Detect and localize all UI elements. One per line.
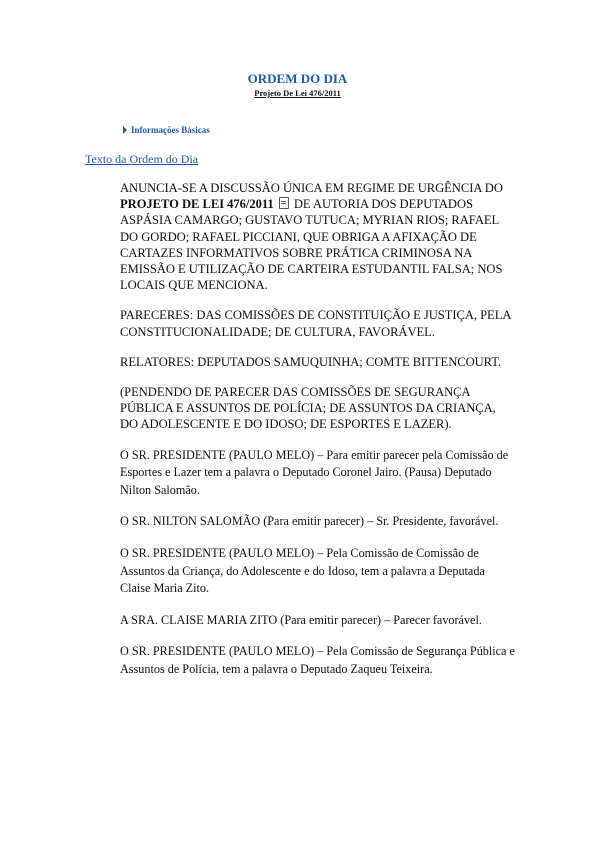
paragraph-speech-3: O SR. PRESIDENTE (PAULO MELO) – Pela Comissão de Comissão de Assuntos da Criança, do Adolescente e do Idoso, tem a palavra a Deputada Claise Maria Zito. <box>120 546 485 596</box>
document-body <box>120 180 515 693</box>
page-title <box>0 71 595 87</box>
announcement-text-b: DE AUTORIA DOS DEPUTADOS ASPÁSIA CAMARGO; GUSTAVO TUTUCA; MYRIAN RIOS; RAFAEL DO GORDO; RAFAEL PICCIANI, QUE OBRIGA A AFIXAÇÃO DE CARTAZES INFORMATIVOS SOBRE PRÁTICA CRIMINOSA NA EMISSÃO E UTILIZAÇÃO DE CARTEIRA ESTUDANTIL FALSA; NOS LOCAIS QUE MENCIONA. <box>120 197 503 293</box>
paragraph-pareceres: PARECERES: DAS COMISSÕES DE CONSTITUIÇÃO E JUSTIÇA, PELA CONSTITUCIONALIDADE; DE CULTURA, FAVORÁVEL. <box>120 308 511 339</box>
paragraph-speech-5: O SR. PRESIDENTE (PAULO MELO) – Pela Comissão de Segurança Pública e Assuntos de Polícia, tem a palavra o Deputado Zaqueu Teixeira. <box>120 644 515 676</box>
page-subtitle: Projeto De Lei 476/2011 <box>254 88 341 98</box>
document-icon[interactable] <box>279 197 289 209</box>
page-title-text: ORDEM DO DIA <box>247 71 348 86</box>
paragraph-speech-1: O SR. PRESIDENTE (PAULO MELO) – Para emitir parecer pela Comissão de Esportes e Lazer tem a palavra o Deputado Coronel Jairo. (Pausa) Deputado Nilton Salomão. <box>120 447 509 497</box>
paragraph-speech-2: O SR. NILTON SALOMÃO (Para emitir parecer) – Sr. Presidente, favorável. <box>120 514 499 529</box>
info-basics-label: Informações Básicas <box>131 125 210 135</box>
triangle-right-icon <box>123 126 127 134</box>
paragraph-relatores: RELATORES: DEPUTADOS SAMUQUINHA; COMTE BITTENCOURT. <box>120 354 502 369</box>
paragraph-speech-4: A SRA. CLAISE MARIA ZITO (Para emitir parecer) – Parecer favorável. <box>120 612 482 627</box>
bill-number: PROJETO DE LEI 476/2011 <box>120 197 274 212</box>
order-text-link[interactable]: Texto da Ordem do Dia <box>85 152 199 166</box>
announcement-text-a: ANUNCIA-SE A DISCUSSÃO ÚNICA EM REGIME DE URGÊNCIA DO <box>120 181 503 195</box>
info-basics-link[interactable] <box>123 125 210 135</box>
paragraph-announcement <box>120 180 515 293</box>
paragraph-pendendo: (PENDENDO DE PARECER DAS COMISSÕES DE SEGURANÇA PÚBLICA E ASSUNTOS DE POLÍCIA; DE ASSUNTOS DA CRIANÇA, DO ADOLESCENTE E DO IDOSO; DE ESPORTES E LAZER). <box>120 385 496 432</box>
